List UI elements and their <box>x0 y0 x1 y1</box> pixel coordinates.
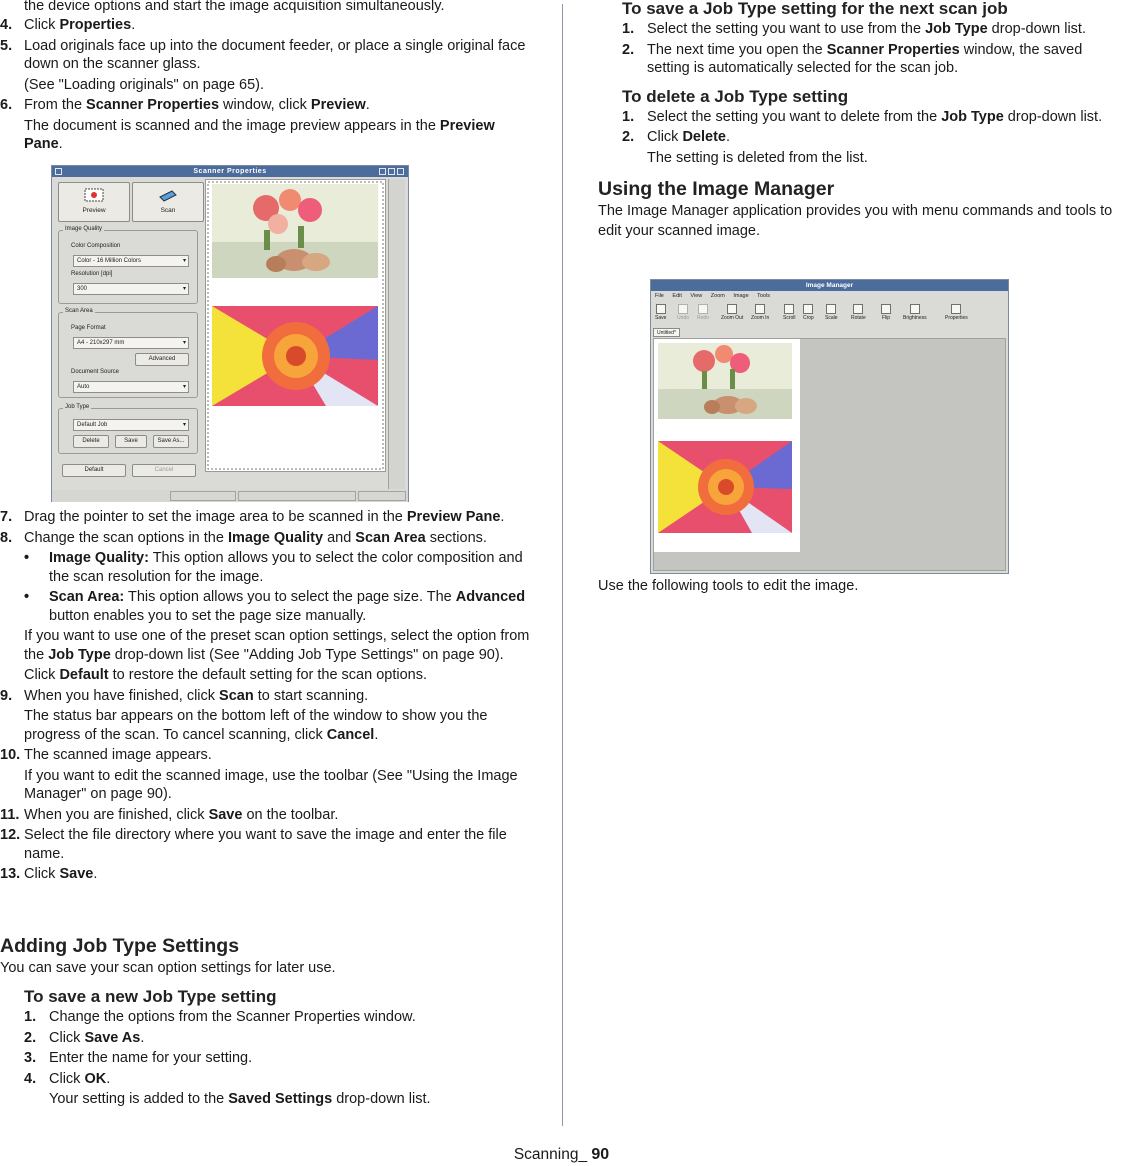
properties-tool-button[interactable]: Properties <box>945 304 968 321</box>
heading-adding-job-type: Adding Job Type Settings <box>0 935 240 957</box>
toolbar <box>653 304 1006 326</box>
image-manager-window <box>650 279 1009 574</box>
step-9-detail: The status bar appears on the bottom left of the window to show you the progress of the scan. To cancel scanning, click Cancel. <box>24 708 488 743</box>
status-info <box>358 491 406 501</box>
image-quality-group: Image Quality Color Composition Color - 16 Million Colors ▾ Resolution [dpi] 300 ▾ <box>58 230 198 304</box>
status-message <box>238 491 356 501</box>
column-divider <box>562 4 563 1126</box>
flip-tool-button[interactable]: Flip <box>881 304 891 321</box>
using-intro: The Image Manager application provides you with menu commands and tools to edit your scanned image. <box>598 203 1113 239</box>
heading-delete-job-type: To delete a Job Type setting <box>622 86 849 106</box>
job-type-select[interactable]: Default Job ▾ <box>73 419 189 431</box>
new-step-4: 4. Click OK. <box>24 1070 111 1087</box>
undo-icon <box>678 304 688 314</box>
save-as-button[interactable]: Save As... <box>153 435 189 448</box>
preview-label: Preview <box>82 207 106 214</box>
scroll-tool-button[interactable]: Scroll <box>783 304 796 321</box>
new-step-1: 1. Change the options from the Scanner Properties window. <box>24 1009 416 1025</box>
dropdown-arrow-icon: ▾ <box>182 422 186 428</box>
scanner-properties-window <box>51 165 409 502</box>
minimize-icon[interactable] <box>379 168 386 175</box>
dropdown-arrow-icon: ▾ <box>182 340 186 346</box>
heading-using-image-manager: Using the Image Manager <box>598 178 835 200</box>
scale-icon <box>826 304 836 314</box>
menu-zoom[interactable]: Zoom <box>710 293 725 299</box>
zoom-out-tool-button[interactable]: Zoom Out <box>721 304 743 321</box>
menu-view[interactable]: View <box>690 293 703 299</box>
step-13: 13. Click Save. <box>0 866 98 882</box>
step-5: 5. Load originals face up into the document feeder, or place a single original face down on the scanner glass. <box>0 37 526 72</box>
step-4: 4. Click Properties. <box>0 17 136 33</box>
window-menu-icon[interactable] <box>55 168 62 175</box>
delete-button[interactable]: Delete <box>73 435 109 448</box>
adding-intro: You can save your scan option settings for later use. <box>0 960 336 976</box>
step-5-note: (See "Loading originals" on page 65). <box>24 76 265 93</box>
scanner-icon <box>158 187 178 203</box>
scan-area-group: Scan Area Page Format A4 - 210x297 mm ▾ Advanced Document Source Auto ▾ <box>58 312 198 398</box>
new-step-2: 2. Click Save As. <box>24 1029 145 1046</box>
preview-icon <box>84 187 104 203</box>
preview-scrollbar[interactable] <box>388 179 405 489</box>
step-11: 11. When you are finished, click Save on the toolbar. <box>0 806 339 823</box>
scan-button[interactable] <box>132 182 204 222</box>
window-title: Scanner Properties <box>52 166 408 177</box>
menu-tools[interactable]: Tools <box>757 293 770 299</box>
heading-save-next-scan: To save a Job Type setting for the next scan job <box>622 0 1008 18</box>
status-progress <box>170 491 236 501</box>
step-10: 10. The scanned image appears. <box>0 747 212 763</box>
new-step-3: 3. Enter the name for your setting. <box>24 1050 253 1066</box>
default-button[interactable]: Default <box>62 464 126 477</box>
rotate-tool-button[interactable]: Rotate <box>851 304 866 321</box>
bullet-scan-area: • Scan Area: This option allows you to select the page size. The Advanced button enables you to set the page size manually. <box>24 589 526 624</box>
heading-save-new-job-type: To save a new Job Type setting <box>24 987 277 1006</box>
menu-file[interactable]: File <box>655 293 664 299</box>
step-8: 8. Change the scan options in the Image Quality and Scan Area sections. <box>0 529 487 546</box>
preview-button[interactable] <box>58 182 130 222</box>
cancel-button[interactable]: Cancel <box>132 464 196 477</box>
crop-tool-button[interactable]: Crop <box>803 304 814 321</box>
save-tool-button[interactable]: Save <box>655 304 666 321</box>
document-source-select[interactable]: Auto ▾ <box>73 381 189 393</box>
window-title: Image Manager <box>651 280 1008 291</box>
document-tabs <box>653 328 680 337</box>
next-step-2: 2. The next time you open the Scanner Properties window, the saved setting is automatically selected for the scan job. <box>622 41 1083 76</box>
redo-icon <box>698 304 708 314</box>
redo-tool-button[interactable]: Redo <box>697 304 709 321</box>
properties-icon <box>951 304 961 314</box>
page-format-select[interactable]: A4 - 210x297 mm ▾ <box>73 337 189 349</box>
tab-untitled[interactable]: Untitled* <box>653 328 680 337</box>
brightness-tool-button[interactable]: Brightness <box>903 304 927 321</box>
undo-tool-button[interactable]: Undo <box>677 304 689 321</box>
status-bar <box>52 490 408 502</box>
next-step-1: 1. Select the setting you want to use from the Job Type drop-down list. <box>622 21 1086 37</box>
brightness-icon <box>910 304 920 314</box>
menu-image[interactable]: Image <box>733 293 749 299</box>
resolution-select[interactable]: 300 ▾ <box>73 283 189 295</box>
color-composition-select[interactable]: Color - 16 Million Colors ▾ <box>73 255 189 267</box>
step-12: 12. Select the file directory where you want to save the image and enter the file name. <box>0 827 507 862</box>
step-7: 7. Drag the pointer to set the image area to be scanned in the Preview Pane. <box>0 509 505 525</box>
close-icon[interactable] <box>397 168 404 175</box>
step-9: 9. When you have finished, click Scan to start scanning. <box>0 687 369 704</box>
menu-edit[interactable]: Edit <box>672 293 682 299</box>
zoom-out-icon <box>727 304 737 314</box>
outro-text: Use the following tools to edit the image. <box>598 578 859 594</box>
floppy-icon <box>656 304 666 314</box>
dropdown-arrow-icon: ▾ <box>182 258 186 264</box>
preview-pane[interactable] <box>205 179 386 472</box>
rotate-icon <box>853 304 863 314</box>
step-10-detail: If you want to edit the scanned image, use the toolbar (See "Using the Image Manager" on page 90). <box>24 767 518 802</box>
zoom-in-tool-button[interactable]: Zoom In <box>751 304 769 321</box>
flip-icon <box>881 304 891 314</box>
preview-image <box>206 180 385 471</box>
save-button[interactable]: Save <box>115 435 147 448</box>
intro-text: the device options and start the image acquisition simultaneously. <box>24 0 445 14</box>
delete-step-2-detail: The setting is deleted from the list. <box>647 149 868 166</box>
advanced-button[interactable]: Advanced <box>135 353 189 366</box>
zoom-in-icon <box>755 304 765 314</box>
crop-icon <box>803 304 813 314</box>
scan-label: Scan <box>160 207 176 214</box>
bullet-image-quality: • Image Quality: This option allows you to select the color composition and the scan resolution for the image. <box>24 550 523 585</box>
scanned-image <box>654 339 800 552</box>
step-8-detail-1: If you want to use one of the preset scan option settings, select the option from the Job Type drop-down list (See "Adding Job Type Settings" on page 90). <box>24 628 530 663</box>
scale-tool-button[interactable]: Scale <box>825 304 838 321</box>
image-canvas[interactable] <box>653 338 1006 571</box>
menu-bar <box>655 293 777 302</box>
delete-step-2: 2. Click Delete. <box>622 129 731 145</box>
scanned-page <box>654 339 800 552</box>
dropdown-arrow-icon: ▾ <box>182 384 186 390</box>
page-footer: Scanning_ 90 <box>513 1146 610 1163</box>
new-step-4-detail: Your setting is added to the Saved Settings drop-down list. <box>49 1091 431 1107</box>
scroll-icon <box>784 304 794 314</box>
job-type-group: Job Type Default Job ▾ Delete Save Save As... <box>58 408 198 454</box>
maximize-icon[interactable] <box>388 168 395 175</box>
step-6: 6. From the Scanner Properties window, click Preview. <box>0 97 370 113</box>
dropdown-arrow-icon: ▾ <box>182 286 186 292</box>
step-8-detail-2: Click Default to restore the default setting for the scan options. <box>24 667 427 683</box>
delete-step-1: 1. Select the setting you want to delete from the Job Type drop-down list. <box>622 108 1103 125</box>
step-6-detail: The document is scanned and the image preview appears in the Preview Pane. <box>24 117 495 152</box>
